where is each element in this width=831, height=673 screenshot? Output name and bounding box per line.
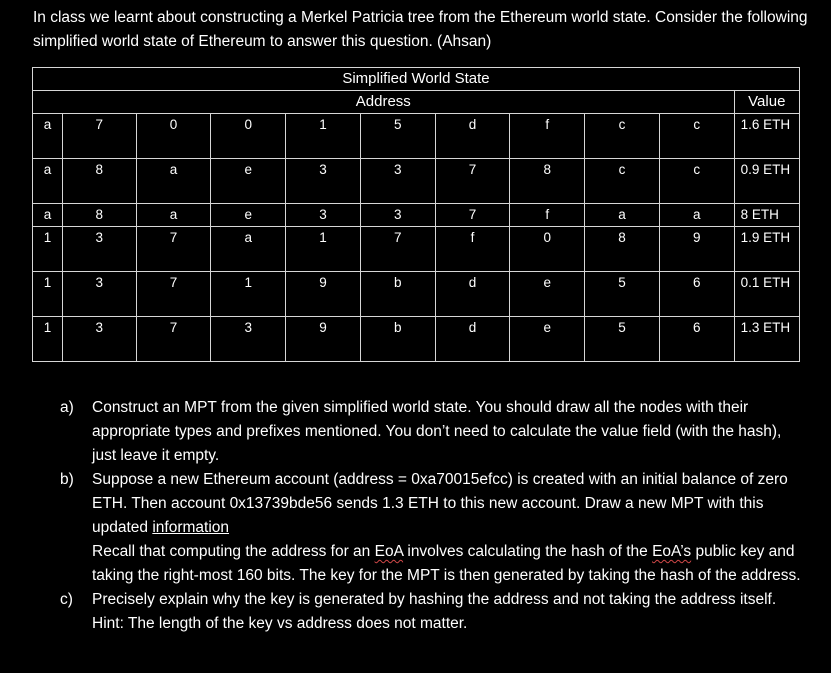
- address-nibble-cell: 5: [585, 272, 660, 317]
- address-nibble-cell: 3: [62, 227, 136, 272]
- address-nibble-cell: e: [211, 204, 286, 227]
- address-nibble-cell: 1: [33, 272, 63, 317]
- address-nibble-cell: a: [33, 204, 63, 227]
- address-nibble-cell: 7: [62, 114, 136, 159]
- question-a: [60, 396, 805, 468]
- question-b-text: [92, 468, 805, 588]
- address-nibble-cell: 3: [62, 272, 136, 317]
- world-state-table: [32, 67, 800, 362]
- address-nibble-cell: 9: [286, 317, 361, 362]
- value-cell: 1.6 ETH: [734, 114, 799, 159]
- address-nibble-cell: d: [435, 317, 510, 362]
- question-c-label: c): [60, 591, 73, 608]
- address-nibble-cell: 1: [33, 317, 63, 362]
- address-nibble-cell: 9: [659, 227, 734, 272]
- address-nibble-cell: 1: [286, 114, 361, 159]
- address-nibble-cell: 5: [585, 317, 660, 362]
- address-nibble-cell: 9: [286, 272, 361, 317]
- address-nibble-cell: 7: [136, 317, 211, 362]
- question-b-recall-part1: Recall that computing the address for an: [92, 543, 375, 560]
- value-cell: 0.9 ETH: [734, 159, 799, 204]
- address-nibble-cell: d: [435, 272, 510, 317]
- address-nibble-cell: a: [659, 204, 734, 227]
- address-nibble-cell: d: [435, 114, 510, 159]
- address-nibble-cell: 7: [435, 204, 510, 227]
- question-b-label: b): [60, 471, 74, 488]
- address-header: Address: [33, 91, 735, 114]
- address-nibble-cell: 3: [211, 317, 286, 362]
- address-nibble-cell: c: [585, 114, 660, 159]
- address-nibble-cell: a: [136, 204, 211, 227]
- address-nibble-cell: 3: [360, 204, 435, 227]
- question-b: [60, 468, 805, 588]
- address-nibble-cell: 3: [62, 317, 136, 362]
- address-nibble-cell: 5: [360, 114, 435, 159]
- table-row: [33, 272, 800, 317]
- table-row: [33, 114, 800, 159]
- address-nibble-cell: 7: [435, 159, 510, 204]
- address-nibble-cell: c: [659, 114, 734, 159]
- address-nibble-cell: a: [211, 227, 286, 272]
- address-nibble-cell: a: [585, 204, 660, 227]
- address-nibble-cell: 8: [62, 159, 136, 204]
- table-title: Simplified World State: [33, 68, 800, 91]
- address-nibble-cell: 7: [136, 227, 211, 272]
- address-nibble-cell: a: [136, 159, 211, 204]
- question-c: [60, 588, 805, 636]
- address-nibble-cell: a: [33, 159, 63, 204]
- address-nibble-cell: 8: [585, 227, 660, 272]
- value-header: Value: [734, 91, 799, 114]
- address-nibble-cell: 8: [62, 204, 136, 227]
- address-nibble-cell: 0: [510, 227, 585, 272]
- table-row: [33, 317, 800, 362]
- address-nibble-cell: e: [510, 272, 585, 317]
- address-nibble-cell: e: [510, 317, 585, 362]
- question-b-text-part1: Suppose a new Ethereum account (address = 0xa70015efcc) is created with an initial balance of zero ETH. Then account 0x13739bde56 sends 1.3 ETH to this new account. Draw a new MPT with this updated: [92, 471, 788, 536]
- address-nibble-cell: 0: [211, 114, 286, 159]
- question-a-label: a): [60, 399, 74, 416]
- intro-paragraph: In class we learnt about constructing a Merkel Patricia tree from the Ethereum world state. Consider the following simplified world state of Ethereum to answer this question. (Ahsan): [33, 9, 808, 50]
- question-a-text: Construct an MPT from the given simplified world state. You should draw all the nodes with their appropriate types and prefixes mentioned. You don’t need to calculate the value field (with the hash), just leave it empty.: [92, 399, 782, 464]
- table-row: [33, 159, 800, 204]
- value-cell: 0.1 ETH: [734, 272, 799, 317]
- question-b-eoa-term: EoA: [374, 543, 404, 560]
- address-nibble-cell: b: [360, 272, 435, 317]
- address-nibble-cell: f: [510, 204, 585, 227]
- question-b-recall-part3: public key and taking the right-most 160 bits. The key for the MPT is then generated by taking the hash of the address.: [92, 543, 801, 584]
- address-nibble-cell: 3: [286, 204, 361, 227]
- table-row: [33, 204, 800, 227]
- address-nibble-cell: 3: [360, 159, 435, 204]
- address-nibble-cell: 3: [286, 159, 361, 204]
- address-nibble-cell: a: [33, 114, 63, 159]
- question-b-eoa-term-2: EoA’s: [652, 543, 692, 560]
- address-nibble-cell: 1: [33, 227, 63, 272]
- address-nibble-cell: 7: [360, 227, 435, 272]
- address-nibble-cell: 0: [136, 114, 211, 159]
- address-nibble-cell: c: [585, 159, 660, 204]
- address-nibble-cell: 8: [510, 159, 585, 204]
- value-cell: 8 ETH: [734, 204, 799, 227]
- value-cell: 1.3 ETH: [734, 317, 799, 362]
- value-cell: 1.9 ETH: [734, 227, 799, 272]
- address-nibble-cell: b: [360, 317, 435, 362]
- address-nibble-cell: e: [211, 159, 286, 204]
- address-nibble-cell: c: [659, 159, 734, 204]
- address-nibble-cell: 1: [286, 227, 361, 272]
- table-row: [33, 227, 800, 272]
- question-b-recall-part2: involves calculating the hash of the: [403, 543, 653, 560]
- address-nibble-cell: 1: [211, 272, 286, 317]
- address-nibble-cell: 6: [659, 317, 734, 362]
- address-nibble-cell: f: [435, 227, 510, 272]
- address-nibble-cell: 7: [136, 272, 211, 317]
- address-nibble-cell: 6: [659, 272, 734, 317]
- address-nibble-cell: f: [510, 114, 585, 159]
- question-c-text: Precisely explain why the key is generated by hashing the address and not taking the address itself. Hint: The length of the key vs address does not matter.: [92, 591, 777, 632]
- question-b-information-link: information: [152, 519, 230, 536]
- questions-list: [60, 396, 805, 636]
